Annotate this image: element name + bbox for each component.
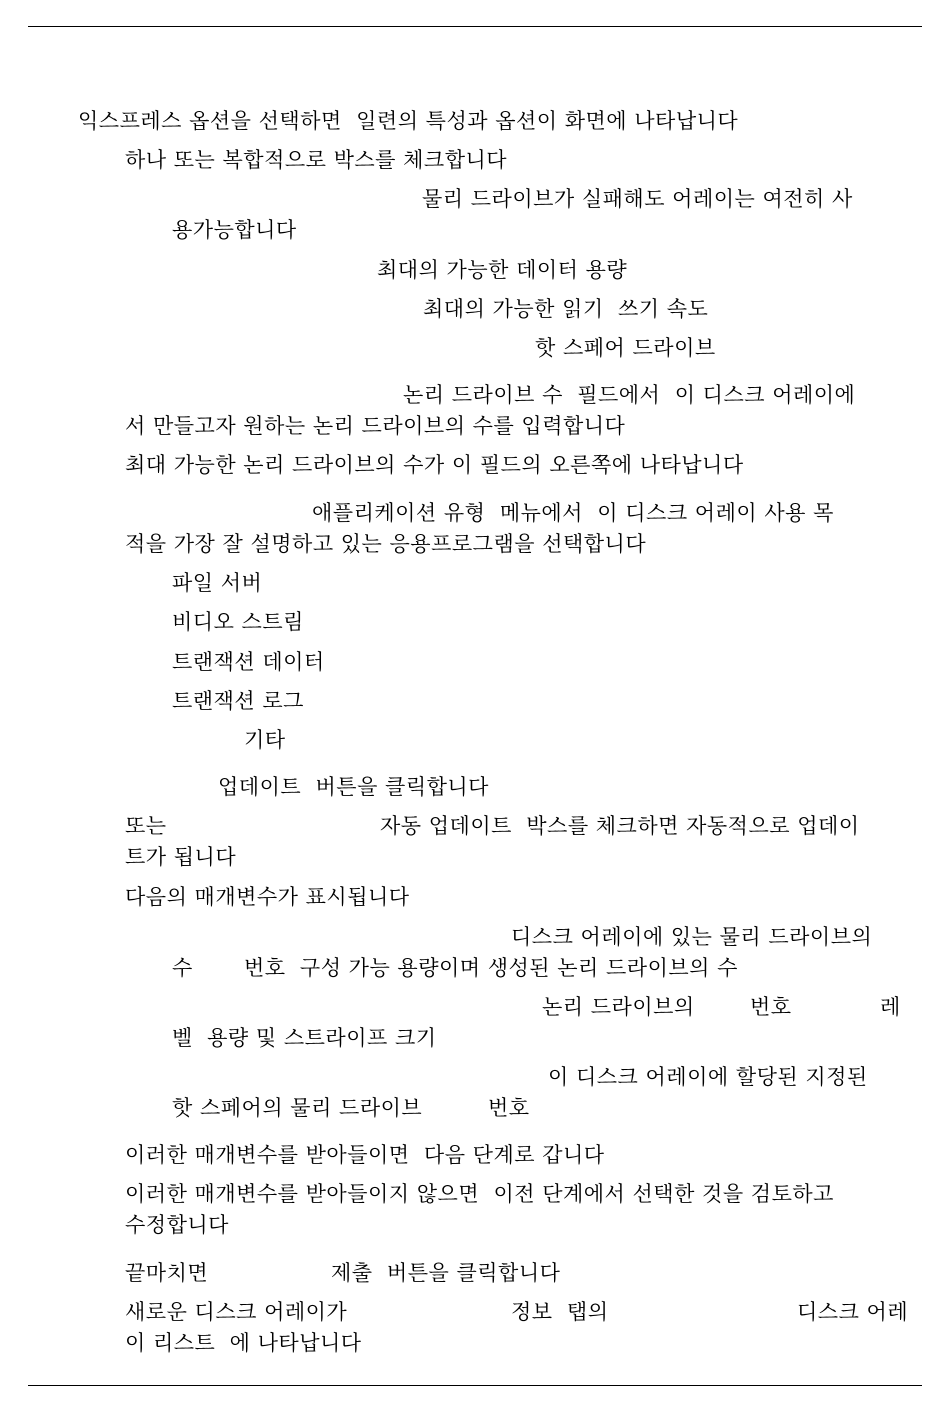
auto-update-note-cont: 트가 됩니다 bbox=[125, 845, 237, 869]
redundancy-option: 물리 드라이브가 실패해도 어레이는 여전히 사 bbox=[422, 187, 853, 211]
param-logical-drive: 논리 드라이브의 bbox=[542, 995, 695, 1019]
update-button-step: 업데이트 버튼을 클릭합니다 bbox=[218, 775, 489, 799]
new-array-note: 새로운 디스크 어레이가 bbox=[125, 1300, 348, 1324]
param-physical-drives-cont: 번호 구성 가능 용량이며 생성된 논리 드라이브의 수 bbox=[244, 956, 738, 980]
header-rule bbox=[28, 26, 922, 27]
app-type-transaction-data: 트랜잭션 데이터 bbox=[172, 650, 325, 674]
reject-parameters-note-cont: 수정합니다 bbox=[125, 1213, 229, 1237]
hot-spare-option: 핫 스페어 드라이브 bbox=[535, 336, 716, 360]
capacity-option: 최대의 가능한 데이터 용량 bbox=[377, 258, 628, 282]
performance-option: 최대의 가능한 읽기 쓰기 속도 bbox=[423, 297, 709, 321]
param-hot-spare-cont: 핫 스페어의 물리 드라이브 bbox=[172, 1096, 423, 1120]
app-type-video-stream: 비디오 스트림 bbox=[172, 610, 304, 634]
express-option-intro: 익스프레스 옵션을 선택하면 일련의 특성과 옵션이 화면에 나타납니다 bbox=[78, 109, 739, 133]
submit-button-step: 제출 버튼을 클릭합니다 bbox=[331, 1261, 561, 1285]
param-logical-drive-number: 번호 bbox=[750, 995, 792, 1019]
checkbox-instruction: 하나 또는 복합적으로 박스를 체크합니다 bbox=[125, 148, 508, 172]
auto-update-note: 자동 업데이트 박스를 체크하면 자동적으로 업데이 bbox=[380, 814, 860, 838]
redundancy-option-cont: 용가능합니다 bbox=[172, 218, 297, 242]
application-type-step-cont: 적을 가장 잘 설명하고 있는 응용프로그램을 선택합니다 bbox=[125, 532, 647, 556]
param-physical-drives-count: 수 bbox=[172, 956, 193, 980]
logical-drive-count-step-cont: 서 만들고자 원하는 논리 드라이브의 수를 입력합니다 bbox=[125, 414, 626, 438]
or-label: 또는 bbox=[125, 814, 167, 838]
disk-array-list-label: 디스크 어레 bbox=[797, 1300, 909, 1324]
parameters-shown-note: 다음의 매개변수가 표시됩니다 bbox=[125, 885, 410, 909]
app-type-other: 기타 bbox=[244, 728, 286, 752]
app-type-transaction-log: 트랜잭션 로그 bbox=[172, 689, 304, 713]
param-physical-drives: 디스크 어레이에 있는 물리 드라이브의 bbox=[511, 925, 873, 949]
info-tab-label: 정보 탭의 bbox=[511, 1300, 609, 1324]
param-hot-spare-number: 번호 bbox=[488, 1096, 530, 1120]
param-logical-drive-cont: 벨 용량 및 스트라이프 크기 bbox=[172, 1026, 437, 1050]
application-type-step: 애플리케이션 유형 메뉴에서 이 디스크 어레이 사용 목 bbox=[312, 501, 834, 525]
footer-rule bbox=[28, 1385, 922, 1386]
when-finished-label: 끝마치면 bbox=[125, 1261, 209, 1285]
accept-parameters-note: 이러한 매개변수를 받아들이면 다음 단계로 갑니다 bbox=[125, 1143, 605, 1167]
param-logical-drive-level: 레 bbox=[880, 995, 901, 1019]
app-type-file-server: 파일 서버 bbox=[172, 571, 263, 595]
new-array-note-cont: 이 리스트 에 나타납니다 bbox=[125, 1331, 362, 1355]
reject-parameters-note: 이러한 매개변수를 받아들이지 않으면 이전 단계에서 선택한 것을 검토하고 bbox=[125, 1182, 834, 1206]
max-logical-drive-note: 최대 가능한 논리 드라이브의 수가 이 필드의 오른쪽에 나타납니다 bbox=[125, 453, 744, 477]
param-hot-spare: 이 디스크 어레이에 할당된 지정된 bbox=[548, 1065, 868, 1089]
logical-drive-count-step: 논리 드라이브 수 필드에서 이 디스크 어레이에 bbox=[403, 383, 856, 407]
